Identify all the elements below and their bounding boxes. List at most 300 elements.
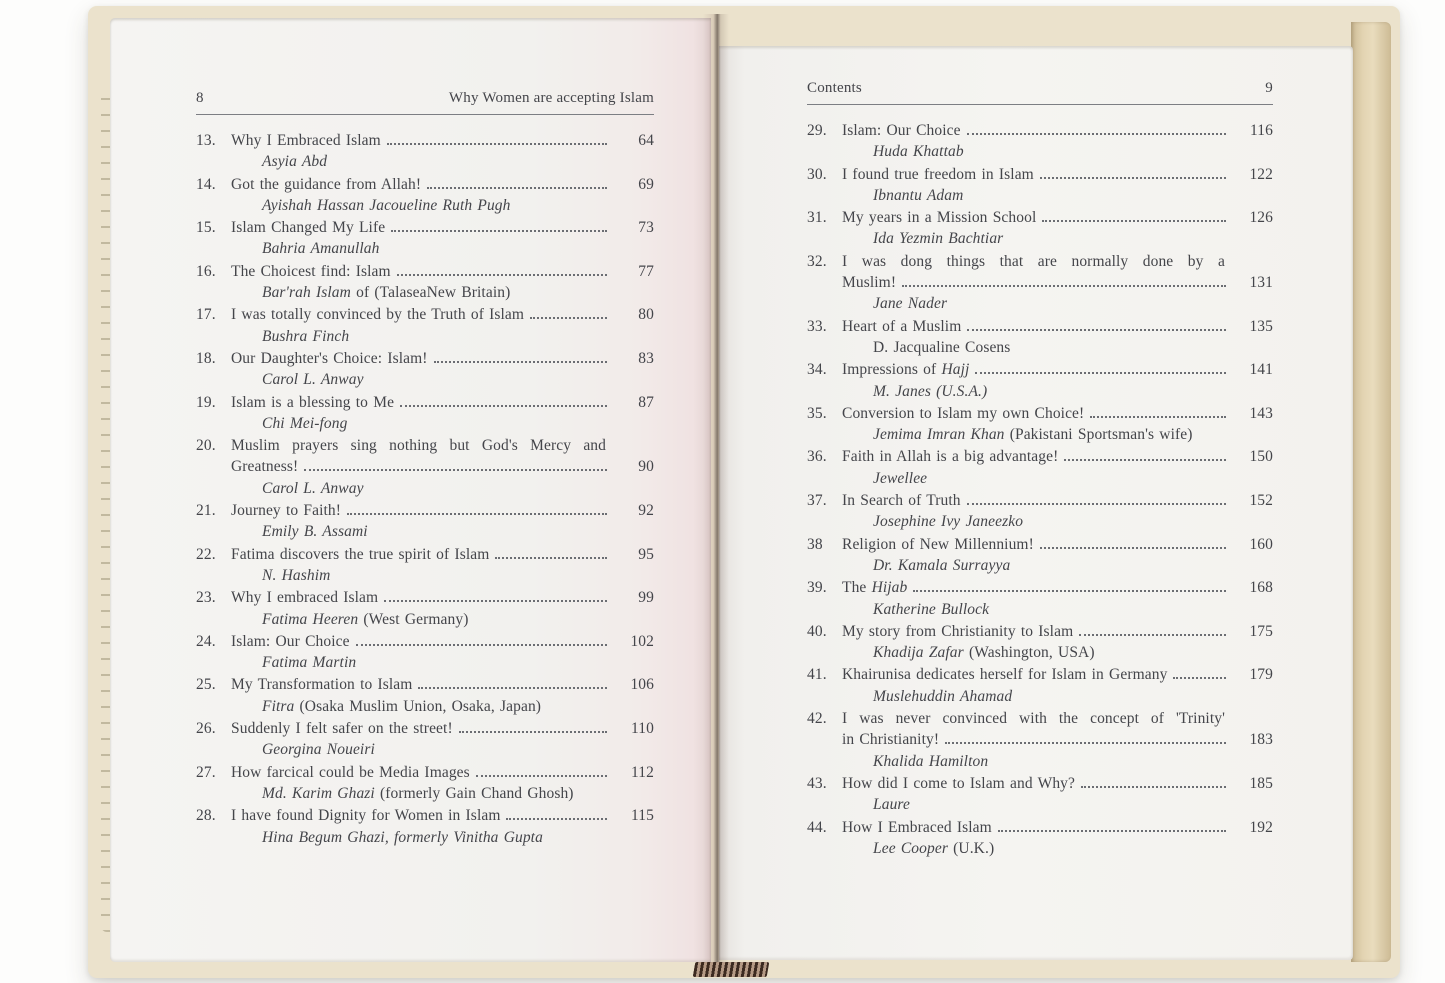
entry-body bbox=[842, 446, 1273, 489]
entry-title bbox=[842, 164, 1034, 185]
toc-entry bbox=[196, 805, 654, 848]
entry-author bbox=[262, 238, 654, 259]
entry-title bbox=[842, 664, 1167, 685]
italic-text: Bar'rah Islam bbox=[262, 284, 351, 302]
entry-title bbox=[842, 316, 961, 337]
entry-page-number: 168 bbox=[1249, 579, 1273, 597]
entry-title bbox=[231, 217, 385, 238]
entry-title bbox=[231, 174, 421, 195]
italic-text: Jane Nader bbox=[873, 295, 948, 313]
dot-leader bbox=[356, 644, 607, 646]
entry-number: 40. bbox=[807, 622, 827, 640]
entry-author bbox=[262, 369, 654, 390]
dot-leader bbox=[418, 687, 607, 689]
entry-body bbox=[842, 664, 1273, 707]
header-running-title: Contents bbox=[807, 80, 862, 96]
dot-leader bbox=[1079, 634, 1226, 636]
entry-title-row bbox=[842, 120, 1273, 141]
entry-number: 41. bbox=[807, 666, 827, 684]
entry-body bbox=[842, 577, 1273, 620]
italic-text: Hina Begum Ghazi, formerly Vinitha Gupta bbox=[262, 828, 543, 846]
entry-title-row bbox=[231, 174, 654, 195]
entry-number: 44. bbox=[807, 818, 827, 836]
entry-body bbox=[231, 261, 654, 304]
roman-text: I was dong things that are normally done by a bbox=[842, 252, 1225, 270]
entry-title bbox=[842, 729, 939, 750]
entry-author bbox=[262, 783, 654, 804]
entry-author bbox=[873, 838, 1273, 859]
entry-title-row bbox=[231, 500, 654, 521]
entry-page-number: 143 bbox=[1249, 404, 1273, 422]
dot-leader bbox=[506, 818, 607, 820]
roman-text: (Pakistani Sportsman's wife) bbox=[1004, 426, 1193, 444]
entry-title-row bbox=[231, 392, 654, 413]
entry-author bbox=[262, 282, 654, 303]
entry-title bbox=[231, 456, 298, 477]
roman-text: (West Germany) bbox=[358, 610, 469, 628]
italic-text: Lee Cooper bbox=[873, 839, 948, 857]
entry-number: 16. bbox=[196, 262, 216, 280]
entry-author bbox=[262, 413, 654, 434]
entry-title-row bbox=[231, 261, 654, 282]
dot-leader bbox=[384, 600, 607, 602]
entry-title bbox=[842, 534, 1034, 555]
italic-text: Jemima Imran Khan bbox=[873, 426, 1005, 444]
entry-author bbox=[873, 794, 1273, 815]
italic-text: Fitra bbox=[262, 697, 295, 715]
entry-author bbox=[873, 337, 1273, 358]
entry-author bbox=[262, 609, 654, 630]
entry-number: 42. bbox=[807, 710, 827, 728]
entry-author bbox=[873, 642, 1273, 663]
dot-leader bbox=[476, 775, 607, 777]
toc-entry bbox=[196, 500, 654, 543]
entry-title-line1 bbox=[842, 708, 1273, 729]
italic-text: Bushra Finch bbox=[262, 327, 350, 345]
entry-page-number: 64 bbox=[638, 132, 654, 149]
header-page-number: 8 bbox=[196, 90, 204, 106]
entry-number: 31. bbox=[807, 209, 827, 227]
entry-page-number: 112 bbox=[631, 763, 654, 781]
entry-number: 43. bbox=[807, 774, 827, 792]
entry-title bbox=[842, 490, 961, 511]
roman-text: I found true freedom in Islam bbox=[842, 165, 1034, 183]
page-header bbox=[807, 80, 1273, 105]
entry-title bbox=[842, 621, 1073, 642]
roman-text: Islam: Our Choice bbox=[842, 122, 961, 139]
dot-leader bbox=[1173, 677, 1226, 679]
toc-entry bbox=[807, 316, 1273, 359]
entry-number: 38 bbox=[807, 535, 823, 553]
toc-entry bbox=[807, 817, 1273, 860]
roman-text: How did I come to Islam and Why? bbox=[842, 774, 1075, 792]
entry-page-number: 152 bbox=[1249, 492, 1273, 510]
page-header bbox=[196, 90, 654, 115]
roman-text: Muslim prayers sing nothing but God's Mercy and bbox=[231, 437, 606, 455]
entry-number: 21. bbox=[196, 502, 216, 520]
entry-page-number: 131 bbox=[1249, 274, 1273, 292]
roman-text: Suddenly I felt safer on the street! bbox=[231, 720, 453, 738]
toc-entry bbox=[807, 708, 1273, 772]
entry-page-number: 135 bbox=[1249, 317, 1273, 335]
toc-entry bbox=[807, 164, 1273, 207]
roman-text: Faith in Allah is a big advantage! bbox=[842, 448, 1059, 466]
italic-text: N. Hashim bbox=[262, 566, 331, 584]
entry-page-number: 69 bbox=[638, 175, 654, 193]
entry-title-row bbox=[231, 674, 654, 695]
roman-text: How farcical could be Media Images bbox=[231, 763, 470, 781]
italic-text: Huda Khattab bbox=[873, 143, 964, 161]
toc-entry bbox=[196, 304, 654, 347]
entry-author bbox=[873, 228, 1273, 249]
entry-body bbox=[842, 708, 1273, 772]
dot-leader bbox=[495, 557, 607, 559]
toc-entry bbox=[196, 261, 654, 304]
entry-author bbox=[873, 511, 1273, 532]
entry-title bbox=[842, 817, 992, 838]
toc-entry bbox=[196, 348, 654, 391]
roman-text: (Osaka Muslim Union, Osaka, Japan) bbox=[294, 697, 542, 715]
page-edge-stack bbox=[1351, 22, 1391, 962]
entry-title bbox=[231, 587, 378, 608]
entry-author bbox=[873, 555, 1273, 576]
header-running-title: Why Women are accepting Islam bbox=[448, 90, 654, 106]
entry-author bbox=[262, 326, 654, 347]
toc-entry bbox=[196, 544, 654, 587]
toc-entry bbox=[196, 174, 654, 217]
entry-title bbox=[842, 272, 896, 293]
entry-title-row bbox=[842, 164, 1273, 185]
binding-tail bbox=[693, 962, 770, 977]
dot-leader bbox=[913, 590, 1226, 592]
roman-text: I have found Dignity for Women in Islam bbox=[231, 807, 501, 825]
entry-number: 37. bbox=[807, 492, 827, 510]
toc-entry bbox=[807, 120, 1273, 163]
entry-body bbox=[231, 674, 654, 717]
roman-text: Khairunisa dedicates herself for Islam in Germany bbox=[842, 666, 1168, 684]
entry-number: 15. bbox=[196, 219, 216, 237]
entry-page-number: 150 bbox=[1249, 448, 1273, 466]
entry-page-number: 160 bbox=[1249, 535, 1273, 553]
dot-leader bbox=[1064, 459, 1226, 461]
italic-text: Laure bbox=[873, 796, 910, 814]
entry-title bbox=[231, 762, 470, 783]
entry-page-number: 141 bbox=[1249, 361, 1273, 379]
entry-page-number: 102 bbox=[630, 632, 654, 650]
entry-page-number: 110 bbox=[631, 720, 654, 738]
italic-text: Fatima Martin bbox=[262, 654, 357, 672]
dot-leader bbox=[902, 285, 1226, 287]
toc-entry bbox=[196, 762, 654, 805]
italic-text: M. Janes (U.S.A.) bbox=[873, 382, 988, 400]
dot-leader bbox=[1040, 547, 1226, 549]
entry-author bbox=[873, 424, 1273, 445]
roman-text: I was never convinced with the concept of 'Trinity' bbox=[842, 710, 1225, 728]
entry-body bbox=[231, 718, 654, 761]
entry-number: 20. bbox=[196, 437, 216, 455]
entry-page-number: 183 bbox=[1249, 731, 1273, 749]
entry-author bbox=[873, 381, 1273, 402]
entry-page-number: 126 bbox=[1249, 209, 1273, 227]
italic-text: Khadija Zafar bbox=[873, 644, 964, 662]
entry-number: 18. bbox=[196, 349, 216, 367]
italic-text: Ida Yezmin Bachtiar bbox=[873, 230, 1004, 248]
dot-leader bbox=[998, 830, 1226, 832]
entry-body bbox=[842, 817, 1273, 860]
entry-author bbox=[262, 565, 654, 586]
entry-body bbox=[842, 490, 1273, 533]
entry-author bbox=[873, 686, 1273, 707]
entry-title bbox=[231, 348, 428, 369]
entry-title-row bbox=[842, 490, 1273, 511]
roman-text: Impressions of bbox=[842, 361, 942, 379]
entry-number: 23. bbox=[196, 589, 216, 607]
roman-text: Heart of a Muslim bbox=[842, 317, 962, 335]
roman-text: of (TalaseaNew Britain) bbox=[350, 284, 511, 302]
toc-entry bbox=[807, 490, 1273, 533]
entry-body bbox=[231, 304, 654, 347]
entry-body bbox=[231, 217, 654, 260]
italic-text: Ibnantu Adam bbox=[873, 186, 964, 204]
entry-title-row bbox=[842, 534, 1273, 555]
dot-leader bbox=[1090, 416, 1226, 418]
entry-page-number: 115 bbox=[631, 807, 654, 825]
entry-title bbox=[842, 577, 907, 598]
entry-number: 35. bbox=[807, 404, 827, 422]
roman-text: In Search of Truth bbox=[842, 492, 961, 510]
italic-text: Carol L. Anway bbox=[262, 371, 364, 389]
entry-number: 17. bbox=[196, 306, 216, 324]
entry-author bbox=[262, 739, 654, 760]
entry-number: 24. bbox=[196, 632, 216, 650]
entry-body bbox=[231, 174, 654, 217]
entry-body bbox=[231, 435, 654, 499]
entry-number: 32. bbox=[807, 252, 827, 270]
entry-body bbox=[842, 251, 1273, 315]
entry-author bbox=[873, 141, 1273, 162]
roman-text: My years in a Mission School bbox=[842, 209, 1037, 227]
dot-leader bbox=[1081, 786, 1226, 788]
roman-text: (formerly Gain Chand Ghosh) bbox=[374, 784, 574, 802]
toc-entry bbox=[807, 534, 1273, 577]
toc-entry bbox=[196, 392, 654, 435]
entry-title-row bbox=[842, 773, 1273, 794]
entry-number: 39. bbox=[807, 579, 827, 597]
entry-title bbox=[231, 500, 341, 521]
entry-page-number: 83 bbox=[638, 349, 654, 367]
entry-title bbox=[231, 544, 489, 565]
dot-leader bbox=[427, 187, 607, 189]
toc-entry bbox=[196, 631, 654, 674]
entry-title bbox=[231, 392, 394, 413]
entry-title-row bbox=[842, 272, 1273, 293]
dot-leader bbox=[967, 503, 1226, 505]
italic-text: Emily B. Assami bbox=[262, 523, 368, 541]
entry-title-row bbox=[842, 664, 1273, 685]
gutter-shadow bbox=[703, 14, 729, 970]
entry-title bbox=[842, 359, 969, 380]
toc-entry bbox=[196, 435, 654, 499]
dot-leader bbox=[304, 469, 607, 471]
entry-author bbox=[873, 468, 1273, 489]
dot-leader bbox=[459, 731, 607, 733]
italic-text: Katherine Bullock bbox=[873, 600, 990, 618]
entry-page-number: 90 bbox=[638, 458, 654, 476]
dot-leader bbox=[347, 513, 607, 515]
entry-author bbox=[262, 195, 654, 216]
header-page-number: 9 bbox=[1265, 80, 1273, 96]
entry-body bbox=[231, 587, 654, 630]
roman-text: Our Daughter's Choice: Islam! bbox=[231, 349, 428, 367]
entry-author bbox=[873, 185, 1273, 206]
italic-text: Bahria Amanullah bbox=[262, 240, 380, 258]
page-edge-ticks bbox=[101, 84, 110, 932]
entry-author bbox=[262, 827, 654, 848]
entry-page-number: 73 bbox=[638, 219, 654, 237]
dot-leader bbox=[387, 143, 607, 145]
italic-text: Ayishah Hassan Jacoueline Ruth Pugh bbox=[262, 196, 511, 214]
entry-title-row bbox=[842, 207, 1273, 228]
roman-text: Journey to Faith! bbox=[231, 502, 342, 520]
toc-entry bbox=[196, 217, 654, 260]
entry-title bbox=[231, 261, 391, 282]
italic-text: Dr. Kamala Surrayya bbox=[873, 556, 1011, 574]
entry-author bbox=[873, 751, 1273, 772]
dot-leader bbox=[967, 133, 1226, 135]
entry-number: 25. bbox=[196, 676, 216, 694]
entry-title bbox=[842, 403, 1084, 424]
open-book bbox=[88, 6, 1400, 978]
entry-title bbox=[842, 207, 1036, 228]
entry-title-line1 bbox=[842, 251, 1273, 272]
roman-text: My Transformation to Islam bbox=[231, 676, 413, 694]
entry-page-number: 185 bbox=[1249, 774, 1273, 792]
dot-leader bbox=[400, 405, 607, 407]
entry-body bbox=[842, 164, 1273, 207]
entry-title bbox=[231, 304, 524, 325]
entry-number: 19. bbox=[196, 393, 216, 411]
entry-body bbox=[842, 359, 1273, 402]
roman-text: My story from Christianity to Islam bbox=[842, 622, 1074, 640]
italic-text: Josephine Ivy Janeezko bbox=[873, 513, 1024, 531]
entry-title bbox=[842, 120, 961, 141]
entry-body bbox=[231, 500, 654, 543]
entry-author bbox=[262, 521, 654, 542]
entry-title-row bbox=[231, 130, 654, 151]
left-page-content bbox=[196, 90, 654, 924]
entry-title-row bbox=[842, 316, 1273, 337]
roman-text: (U.K.) bbox=[947, 839, 995, 857]
roman-text: in Christianity! bbox=[842, 731, 940, 749]
entry-number: 29. bbox=[807, 122, 827, 139]
entry-author bbox=[873, 599, 1273, 620]
entry-body bbox=[842, 403, 1273, 446]
roman-text: The bbox=[842, 579, 872, 597]
entry-title-row bbox=[842, 577, 1273, 598]
entry-title bbox=[231, 674, 412, 695]
italic-text: Khalida Hamilton bbox=[873, 752, 989, 770]
toc-entry bbox=[196, 718, 654, 761]
entry-title-line1 bbox=[231, 435, 654, 456]
entry-page-number: 95 bbox=[638, 545, 654, 563]
entry-page-number: 92 bbox=[638, 502, 654, 520]
entry-title bbox=[842, 773, 1075, 794]
roman-text: Religion of New Millennium! bbox=[842, 535, 1034, 553]
entry-number: 36. bbox=[807, 448, 827, 466]
roman-text: Muslim! bbox=[842, 274, 897, 292]
toc-entry bbox=[807, 577, 1273, 620]
toc-entry bbox=[807, 251, 1273, 315]
entry-number: 26. bbox=[196, 720, 216, 738]
roman-text: Islam Changed My Life bbox=[231, 219, 386, 237]
entry-title-row bbox=[842, 446, 1273, 467]
italic-text: Hajj bbox=[941, 361, 970, 379]
italic-text: Asyia Abd bbox=[262, 153, 328, 171]
dot-leader bbox=[975, 372, 1226, 374]
italic-text: Georgina Noueiri bbox=[262, 741, 375, 759]
entry-author bbox=[873, 293, 1273, 314]
entry-title-row bbox=[231, 762, 654, 783]
dot-leader bbox=[397, 274, 607, 276]
entry-page-number: 77 bbox=[638, 262, 654, 280]
entry-body bbox=[231, 130, 654, 173]
entry-body bbox=[842, 316, 1273, 359]
entry-title-row bbox=[231, 631, 654, 652]
entry-page-number: 80 bbox=[638, 306, 654, 324]
entry-title-row bbox=[231, 304, 654, 325]
entry-page-number: 106 bbox=[630, 676, 654, 694]
right-page bbox=[719, 46, 1353, 960]
entry-page-number: 87 bbox=[638, 393, 654, 411]
entry-body bbox=[231, 631, 654, 674]
entry-title-row bbox=[842, 621, 1273, 642]
entry-title-row bbox=[842, 817, 1273, 838]
entry-title-row bbox=[842, 403, 1273, 424]
entry-number: 34. bbox=[807, 361, 827, 379]
italic-text: Fatima Heeren bbox=[262, 610, 359, 628]
entry-title bbox=[231, 718, 453, 739]
roman-text: Fatima discovers the true spirit of Islam bbox=[231, 545, 490, 563]
entry-body bbox=[842, 120, 1273, 163]
right-page-content bbox=[807, 80, 1273, 920]
entry-title-row bbox=[231, 544, 654, 565]
left-page bbox=[110, 18, 711, 962]
toc-entry bbox=[807, 446, 1273, 489]
roman-text: Got the guidance from Allah! bbox=[231, 175, 422, 193]
entry-title-row bbox=[231, 348, 654, 369]
toc-entry bbox=[807, 403, 1273, 446]
entry-title-row bbox=[231, 217, 654, 238]
toc-list bbox=[196, 130, 654, 848]
roman-text: The Choicest find: Islam bbox=[231, 262, 391, 280]
entry-body bbox=[842, 534, 1273, 577]
entry-title-row bbox=[231, 587, 654, 608]
entry-title-row bbox=[842, 359, 1273, 380]
toc-entry bbox=[807, 773, 1273, 816]
italic-text: Hijab bbox=[871, 579, 908, 597]
dot-leader bbox=[1042, 220, 1226, 222]
entry-number: 28. bbox=[196, 807, 216, 825]
italic-text: Carol L. Anway bbox=[262, 479, 364, 497]
roman-text: (Washington, USA) bbox=[963, 644, 1095, 662]
entry-title-row bbox=[842, 729, 1273, 750]
entry-number: 33. bbox=[807, 317, 827, 335]
dot-leader bbox=[434, 361, 607, 363]
dot-leader bbox=[945, 742, 1226, 744]
entry-title-row bbox=[231, 718, 654, 739]
entry-number: 13. bbox=[196, 132, 216, 149]
roman-text: I was totally convinced by the Truth of Islam bbox=[231, 306, 525, 324]
